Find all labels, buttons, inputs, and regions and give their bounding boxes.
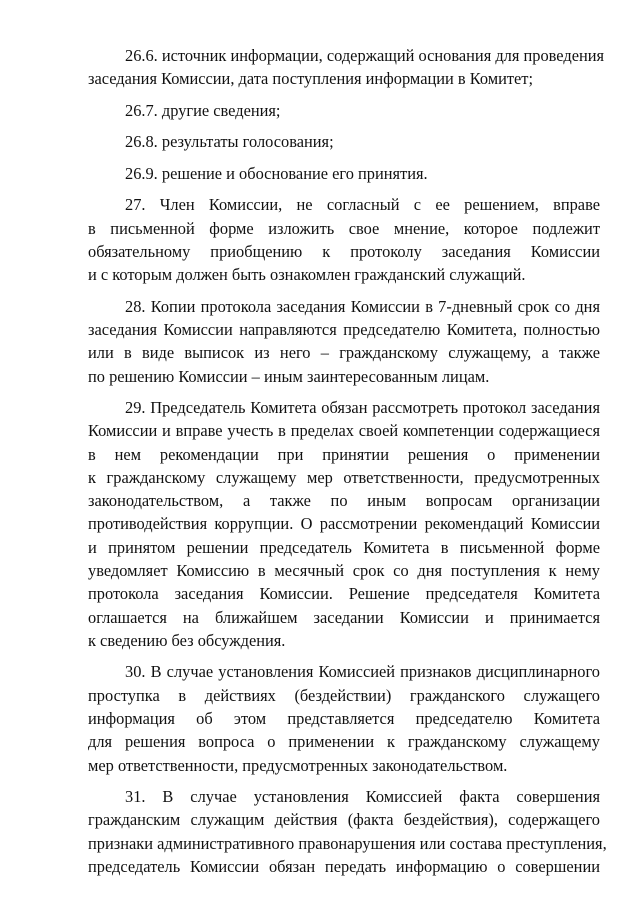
text-line: проступка в действиях (бездействии) гражданского служащего (88, 685, 600, 705)
paragraph-29 (88, 396, 600, 652)
text-line: в нем рекомендации при принятии решения о применении (88, 444, 600, 464)
text-line: или в виде выписок из него – гражданскому служащему, а также (88, 343, 600, 363)
paragraph-30 (88, 660, 600, 776)
text-line: 30. В случае установления Комиссией признаков дисциплинарного (125, 662, 600, 682)
document-page (88, 44, 607, 878)
paragraph-31 (88, 785, 607, 878)
text-line: 27. Член Комиссии, не согласный с ее решением, вправе (125, 195, 600, 215)
text-line: 26.9. решение и обоснование его принятия. (125, 163, 428, 183)
text-line: признаки административного правонарушения или состава преступления, (88, 833, 607, 853)
text-line: обязательному приобщению к протоколу заседания Комиссии (88, 241, 600, 261)
text-line: уведомляет Комиссию в месячный срок со дня поступления к нему (88, 561, 600, 581)
text-line: по решению Комиссии – иным заинтересованным лицам. (88, 366, 490, 386)
text-line: для решения вопроса о применении к гражданскому служащему (88, 732, 600, 752)
text-line: Комиссии и вправе учесть в пределах своей компетенции содержащиеся (88, 421, 600, 441)
paragraph-26-6 (88, 44, 605, 91)
paragraph-26-7 (88, 99, 600, 122)
text-line: заседания Комиссии, дата поступления информации в Комитет; (88, 69, 534, 89)
paragraph-26-8 (88, 130, 600, 153)
text-line: противодействия коррупции. О рассмотрении рекомендаций Комиссии (88, 514, 600, 534)
paragraph-28 (88, 295, 600, 388)
text-line: 26.8. результаты голосования; (125, 132, 334, 152)
text-line: информация об этом представляется председателю Комитета (88, 709, 600, 729)
text-line: протокола заседания Комиссии. Решение председателя Комитета (88, 584, 600, 604)
paragraph-27 (88, 193, 600, 286)
text-line: председатель Комиссии обязан передать информацию о совершении (88, 857, 600, 876)
text-line: к гражданскому служащему мер ответственности, предусмотренных (88, 467, 600, 487)
paragraph-26-9 (88, 162, 600, 185)
text-line: к сведению без обсуждения. (88, 630, 286, 650)
text-line: 26.7. другие сведения; (125, 100, 281, 120)
text-line: 28. Копии протокола заседания Комиссии в 7-дневный срок со дня (125, 296, 600, 316)
text-line: оглашается на ближайшем заседании Комиссии и принимается (88, 607, 600, 627)
text-line: и с которым должен быть ознакомлен гражданский служащий. (88, 265, 526, 285)
text-line: заседания Комиссии направляются председателю Комитета, полностью (88, 319, 600, 339)
text-line: 29. Председатель Комитета обязан рассмотреть протокол заседания (125, 397, 600, 417)
text-line: 31. В случае установления Комиссией факта совершения (125, 787, 600, 807)
text-line: законодательством, а также по иным вопросам организации (88, 491, 600, 511)
text-line: мер ответственности, предусмотренных законодательством. (88, 755, 508, 775)
text-line: 26.6. источник информации, содержащий основания для проведения (125, 46, 605, 65)
text-line: гражданским служащим действия (факта бездействия), содержащего (88, 810, 600, 830)
text-line: в письменной форме изложить свое мнение, которое подлежит (88, 218, 600, 238)
text-line: и принятом решении председатель Комитета в письменной форме (88, 537, 600, 557)
